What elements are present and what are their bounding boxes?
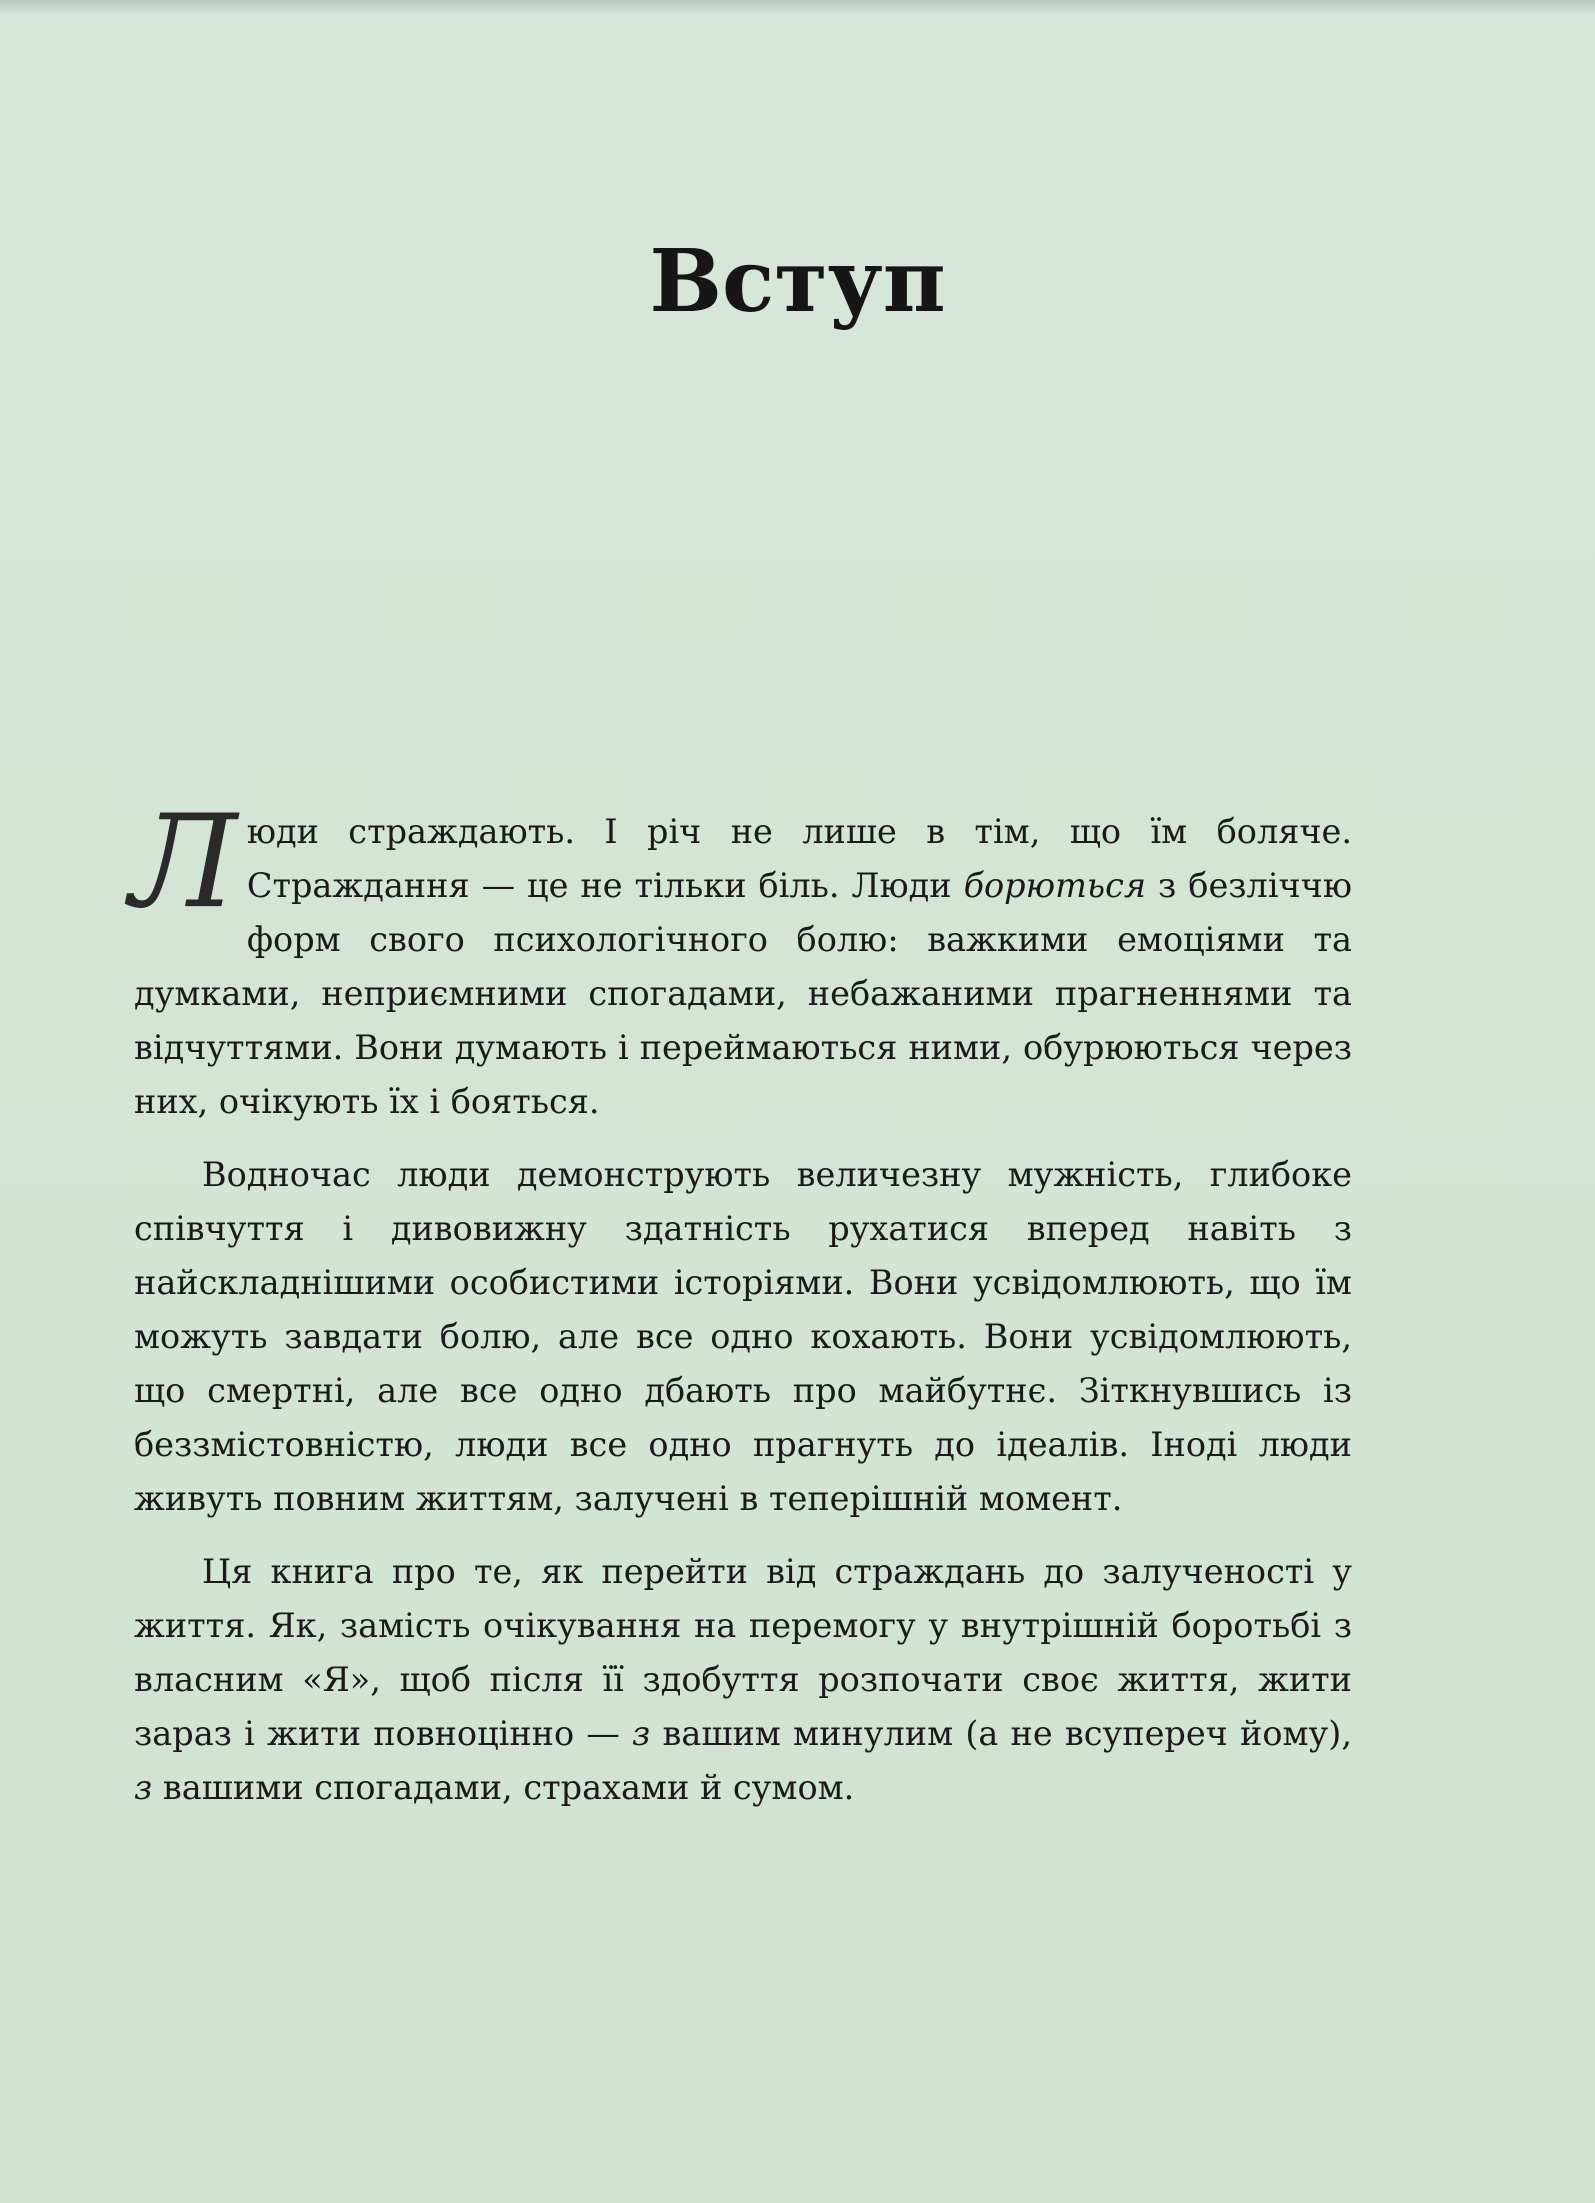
text-segment: Водночас люди демонструють величезну мужність, глибоке співчуття і дивовижну здатність рухатися вперед навіть з найскладнішими особистими історіями. Вони усвідомлюють, що їм можуть завдати болю, але все одно кохають. Вони усвідомлюють, що смертні, але все одно дбають про майбутнє. Зіткнувшись із беззмістовністю, люди все одно прагнуть до ідеалів. Іноді люди живуть повним життям, залучені в теперішній момент. <box>134 1155 1352 1518</box>
chapter-body <box>130 788 1352 1834</box>
text-segment: юди страждають. І річ не лише в тім, що їм боляче. Страждання — це не тільки біль. Люди <box>246 812 1352 905</box>
text-segment: з безліччю форм свого психологічного болю: важкими емоціями та думками, неприємними спогадами, небажаними прагненнями та відчуттями. Вони думають і переймаються ними, обурюються через них, очікують їх і бояться. <box>134 866 1352 1121</box>
text-segment: Ця книга про те, як перейти від страждань до залученості у життя. Як, замість очікування на перемогу у внутрішній боротьбі з власним «Я», щоб після її здобуття розпочати своє життя, жити зараз і жити повноцінно — <box>134 1552 1352 1753</box>
paragraph-3 <box>134 1545 1352 1815</box>
paragraph-1 <box>130 788 1352 1129</box>
text-segment: вашим минулим (а не всупереч йому), <box>650 1714 1352 1753</box>
text-segment: вашими спогадами, страхами й сумом. <box>152 1768 855 1807</box>
emphasis-text: борються <box>963 866 1147 905</box>
emphasis-text: з <box>632 1714 651 1753</box>
emphasis-text: з <box>134 1768 153 1807</box>
chapter-title: Вступ <box>649 231 946 332</box>
drop-cap: Л <box>130 788 237 937</box>
paragraph-2 <box>134 1148 1352 1526</box>
page-top-edge <box>0 0 1595 16</box>
